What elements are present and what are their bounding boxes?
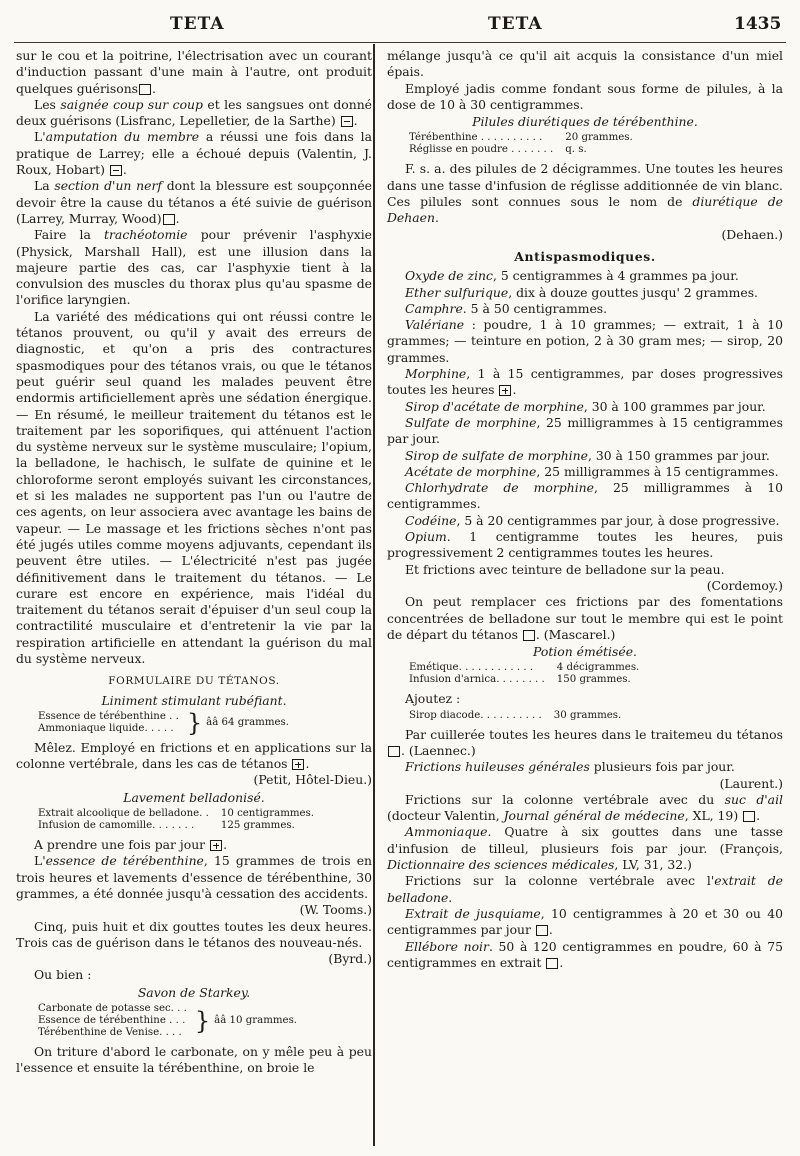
header-rule [14, 42, 786, 43]
paragraph: Frictions huileuses générales plusieurs fois par jour. [405, 759, 735, 775]
section-heading: Antispasmodiques. [514, 248, 656, 264]
table-row: Sirop diacode. . . . . . . . . . 30 grammes. [409, 709, 622, 721]
paragraph: F. s. a. des pilules de 2 décigrammes. Une toutes les heures dans une tasse d'infusion de réglisse additionnée de vin blanc. Ces pilules sont connues sous le nom de diurétique de Dehaen. [387, 161, 783, 226]
list-item: Codéine, 5 à 20 centigrammes par jour, à dose progressive. [405, 512, 780, 528]
square-plus-icon [499, 385, 511, 396]
paragraph: Par cuillerée toutes les heures dans le traitemeu du tétanos . (Laennec.) [387, 727, 783, 760]
paragraph: Ellébore noir. 50 à 120 centigrammes en poudre, 60 à 75 centigrammes en extrait . [387, 938, 783, 970]
recipe-table [38, 1003, 301, 1039]
ingredient: Ammoniaque liquide. . . . . [38, 722, 174, 734]
recipe-table [38, 708, 293, 737]
recipe-title: Pilules diurétiques de térébenthine. [472, 114, 698, 130]
paragraph: L'amputation du membre a réussi une fois dans la pratique de Larrey; elle a échoué depuis (Valentin, J. Roux, Hobart) . [16, 129, 372, 178]
running-head-right: TETA [488, 14, 543, 34]
page-number: 1435 [734, 14, 782, 34]
paragraph: Frictions sur la colonne vertébrale avec du suc d'ail (docteur Valentin, Journal général de médecine, XL, 19) . [387, 791, 783, 824]
list-item: Camphre. 5 à 50 centigrammes. [405, 300, 608, 316]
list-item: Chlorhydrate de morphine, 25 milligrammes à 10 centigrammes. [387, 480, 783, 512]
paragraph: Employé jadis comme fondant sous forme de pilules, à la dose de 10 à 30 centigrammes. [387, 80, 783, 112]
recipe-table [38, 808, 318, 832]
table-row: Infusion de camomille. . . . . . . 125 grammes. [38, 820, 295, 832]
list-item: Ether sulfurique, dix à douze gouttes jusqu' 2 grammes. [405, 284, 758, 300]
brace-icon: } [194, 1007, 211, 1036]
table-row: Réglisse en poudre . . . . . . . q. s. [409, 144, 587, 156]
square-mark-icon [163, 214, 175, 225]
list-item: Oxyde de zinc, 5 centigrammes à 4 grammes pa jour. [405, 268, 739, 284]
running-head-left: TETA [170, 14, 225, 34]
paragraph: Et frictions avec teinture de belladone sur la peau. [405, 561, 725, 577]
recipe-title: Savon de Starkey. [137, 984, 251, 1000]
paragraph: Les saignée coup sur coup et les sangsues ont donné deux guérisons (Lisfranc, Lepelletier, de la Sarthe) . [16, 96, 373, 129]
ingredient: Essence de térébenthine . . [38, 710, 179, 722]
column-divider [373, 44, 375, 1146]
ingredient: Essence de térébenthine . . . [38, 1015, 186, 1027]
square-minus-icon [341, 116, 353, 127]
recipe-table [409, 132, 637, 156]
paragraph: A prendre une fois par jour . [34, 837, 228, 853]
paragraph: Extrait de jusquiame, 10 centigrammes à 20 et 30 ou 40 centigrammes par jour . [387, 905, 783, 938]
list-item: Morphine, 1 à 15 centigrammes, par doses progressives toutes les heures . [387, 366, 783, 398]
list-item: Sirop d'acétate de morphine, 30 à 100 grammes par jour. [405, 398, 766, 414]
section-heading: FORMULAIRE DU TÉTANOS. [108, 675, 280, 688]
list-item: Acétate de morphine, 25 milligrammes à 15 centigrammes. [405, 463, 779, 479]
paragraph: Cinq, puis huit et dix gouttes toutes les deux heures. Trois cas de guérison dans le tétanos des nouveau-nés. [16, 918, 372, 950]
square-mark-icon [388, 746, 400, 757]
quantity: ââ 10 grammes. [214, 1015, 298, 1027]
source-citation: (Byrd.) [328, 951, 372, 967]
table-row: Emétique. . . . . . . . . . . . 4 décigrammes. [409, 662, 640, 674]
recipe-table [409, 662, 643, 686]
table-row: Térébenthine . . . . . . . . . . 20 grammes. [409, 132, 633, 144]
paragraph: La section d'un nerf dont la blessure est soupçonnée devoir être la cause du tétanos a été suivie de guérison (Larrey, Murray, Wood) . [16, 178, 372, 226]
square-mark-icon [536, 925, 548, 936]
paragraph: La variété des médications qui ont réussi contre le tétanos prouvent, ou qu'il y avait des erreurs de diagnostic, et qu'on a pris des contractures spasmodiques pour des tétanos vrais, ou que le tétanos peut guérir seul quand les malades peuvent être endormis artificiellement après une sédation énergique. — En résumé, le meilleur traitement du tétanos est le traitement par les soporifiques, qui atténuent l'action du système nerveux sur le système musculaire; l'opium, la belladone, le hachisch, le sulfate de quinine et le chloroforme seront employés suivant les circonstances, et si les malades ne supportent pas l'un ou l'autre de ces agents, on leur associera avec avantage les bains de vapeur. — Le massage et les frictions sèches n'ont pas été jugés utiles comme moyens adjuvants, cependant ils peuvent être utiles. — L'électricité n'est pas jugée définitivement dans le traitement du tétanos. — Le curare est encore en expérience, mais l'idéal du traitement du tétanos serait d'épuiser d'un seul coup la contractilité musculaire et d'entretenir la vie par la respiration artificielle en attendant la guérison du mal du système nerveux. [16, 308, 372, 666]
recipe-title: Potion émétisée. [533, 644, 637, 660]
list-item: Sirop de sulfate de morphine, 30 à 150 grammes par jour. [405, 447, 770, 463]
paragraph: sur le cou et la poitrine, l'électrisation avec un courant d'induction passant d'une main à l'autre, ont produit quelques guérisons . [16, 48, 372, 96]
recipe-table [409, 710, 625, 722]
source-citation: (W. Tooms.) [299, 902, 372, 918]
ingredient: Carbonate de potasse sec. . . [38, 1003, 187, 1015]
paragraph: Ou bien : [34, 967, 92, 983]
list-item: Opium. 1 centigramme toutes les heures, puis progressivement 2 centigrammes toutes les heures. [387, 529, 783, 561]
paragraph: Ajoutez : [405, 691, 461, 707]
source-citation: (Dehaen.) [721, 226, 783, 242]
left-column [16, 48, 372, 1077]
paragraph: On triture d'abord le carbonate, on y mêle peu à peu l'essence et ensuite la térébenthine, on broie le [16, 1044, 372, 1076]
paragraph: Mêlez. Employé en frictions et en applications sur la colonne vertébrale, dans les cas de tétanos . [16, 739, 372, 772]
recipe-title: Liniment stimulant rubéfiant. [101, 692, 287, 708]
square-mark-icon [546, 958, 558, 969]
table-row: Infusion d'arnica. . . . . . . . 150 grammes. [409, 674, 631, 686]
source-citation: (Petit, Hôtel-Dieu.) [253, 772, 372, 788]
paragraph: Faire la trachéotomie pour prévenir l'asphyxie (Physick, Marshall Hall), est une illusion dans la majeure partie des cas, car l'asphyxie tient à la convulsion des muscles du thorax plus qu'au spasme de l'orifice laryngien. [16, 227, 372, 308]
paragraph: Frictions sur la colonne vertébrale avec l'extrait de belladone. [387, 873, 783, 905]
paragraph: Ammoniaque. Quatre à six gouttes dans une tasse d'infusion de tilleul, plusieurs fois par jour. (François, Dictionnaire des sciences médicales, LV, 31, 32.) [387, 824, 783, 873]
right-column [387, 48, 783, 971]
square-minus-icon [110, 165, 122, 176]
source-citation: (Cordemoy.) [706, 577, 783, 593]
recipe-title: Lavement belladonisé. [123, 789, 265, 805]
square-plus-icon [210, 840, 222, 851]
ingredient: Térébenthine de Venise. . . . [38, 1027, 182, 1039]
square-mark-icon [523, 630, 535, 641]
table-row: Extrait alcoolique de belladone. . 10 centigrammes. [38, 808, 315, 820]
quantity: ââ 64 grammes. [206, 716, 289, 728]
source-citation: (Laurent.) [719, 775, 783, 791]
paragraph: On peut remplacer ces frictions par des fomentations concentrées de belladone sur tout le membre qui est le point de départ du tétanos . (Mascarel.) [387, 594, 783, 642]
brace-icon: } [186, 708, 203, 737]
square-mark-icon [743, 811, 755, 822]
list-item: Sulfate de morphine, 25 milligrammes à 15 centigrammes par jour. [387, 414, 783, 447]
square-plus-icon [292, 759, 304, 770]
list-item: Valériane : poudre, 1 à 10 grammes; — extrait, 1 à 10 grammes; — teinture en potion, 2 à 30 gram mes; — sirop, 20 grammes. [387, 317, 783, 365]
paragraph: L'essence de térébenthine, 15 grammes de trois en trois heures et lavements d'essence de térébenthine, 30 grammes, a été donnée jusqu'à cessation des accidents. [16, 853, 373, 901]
paragraph: mélange jusqu'à ce qu'il ait acquis la consistance d'un miel épais. [387, 48, 783, 80]
square-mark-icon [139, 84, 151, 95]
